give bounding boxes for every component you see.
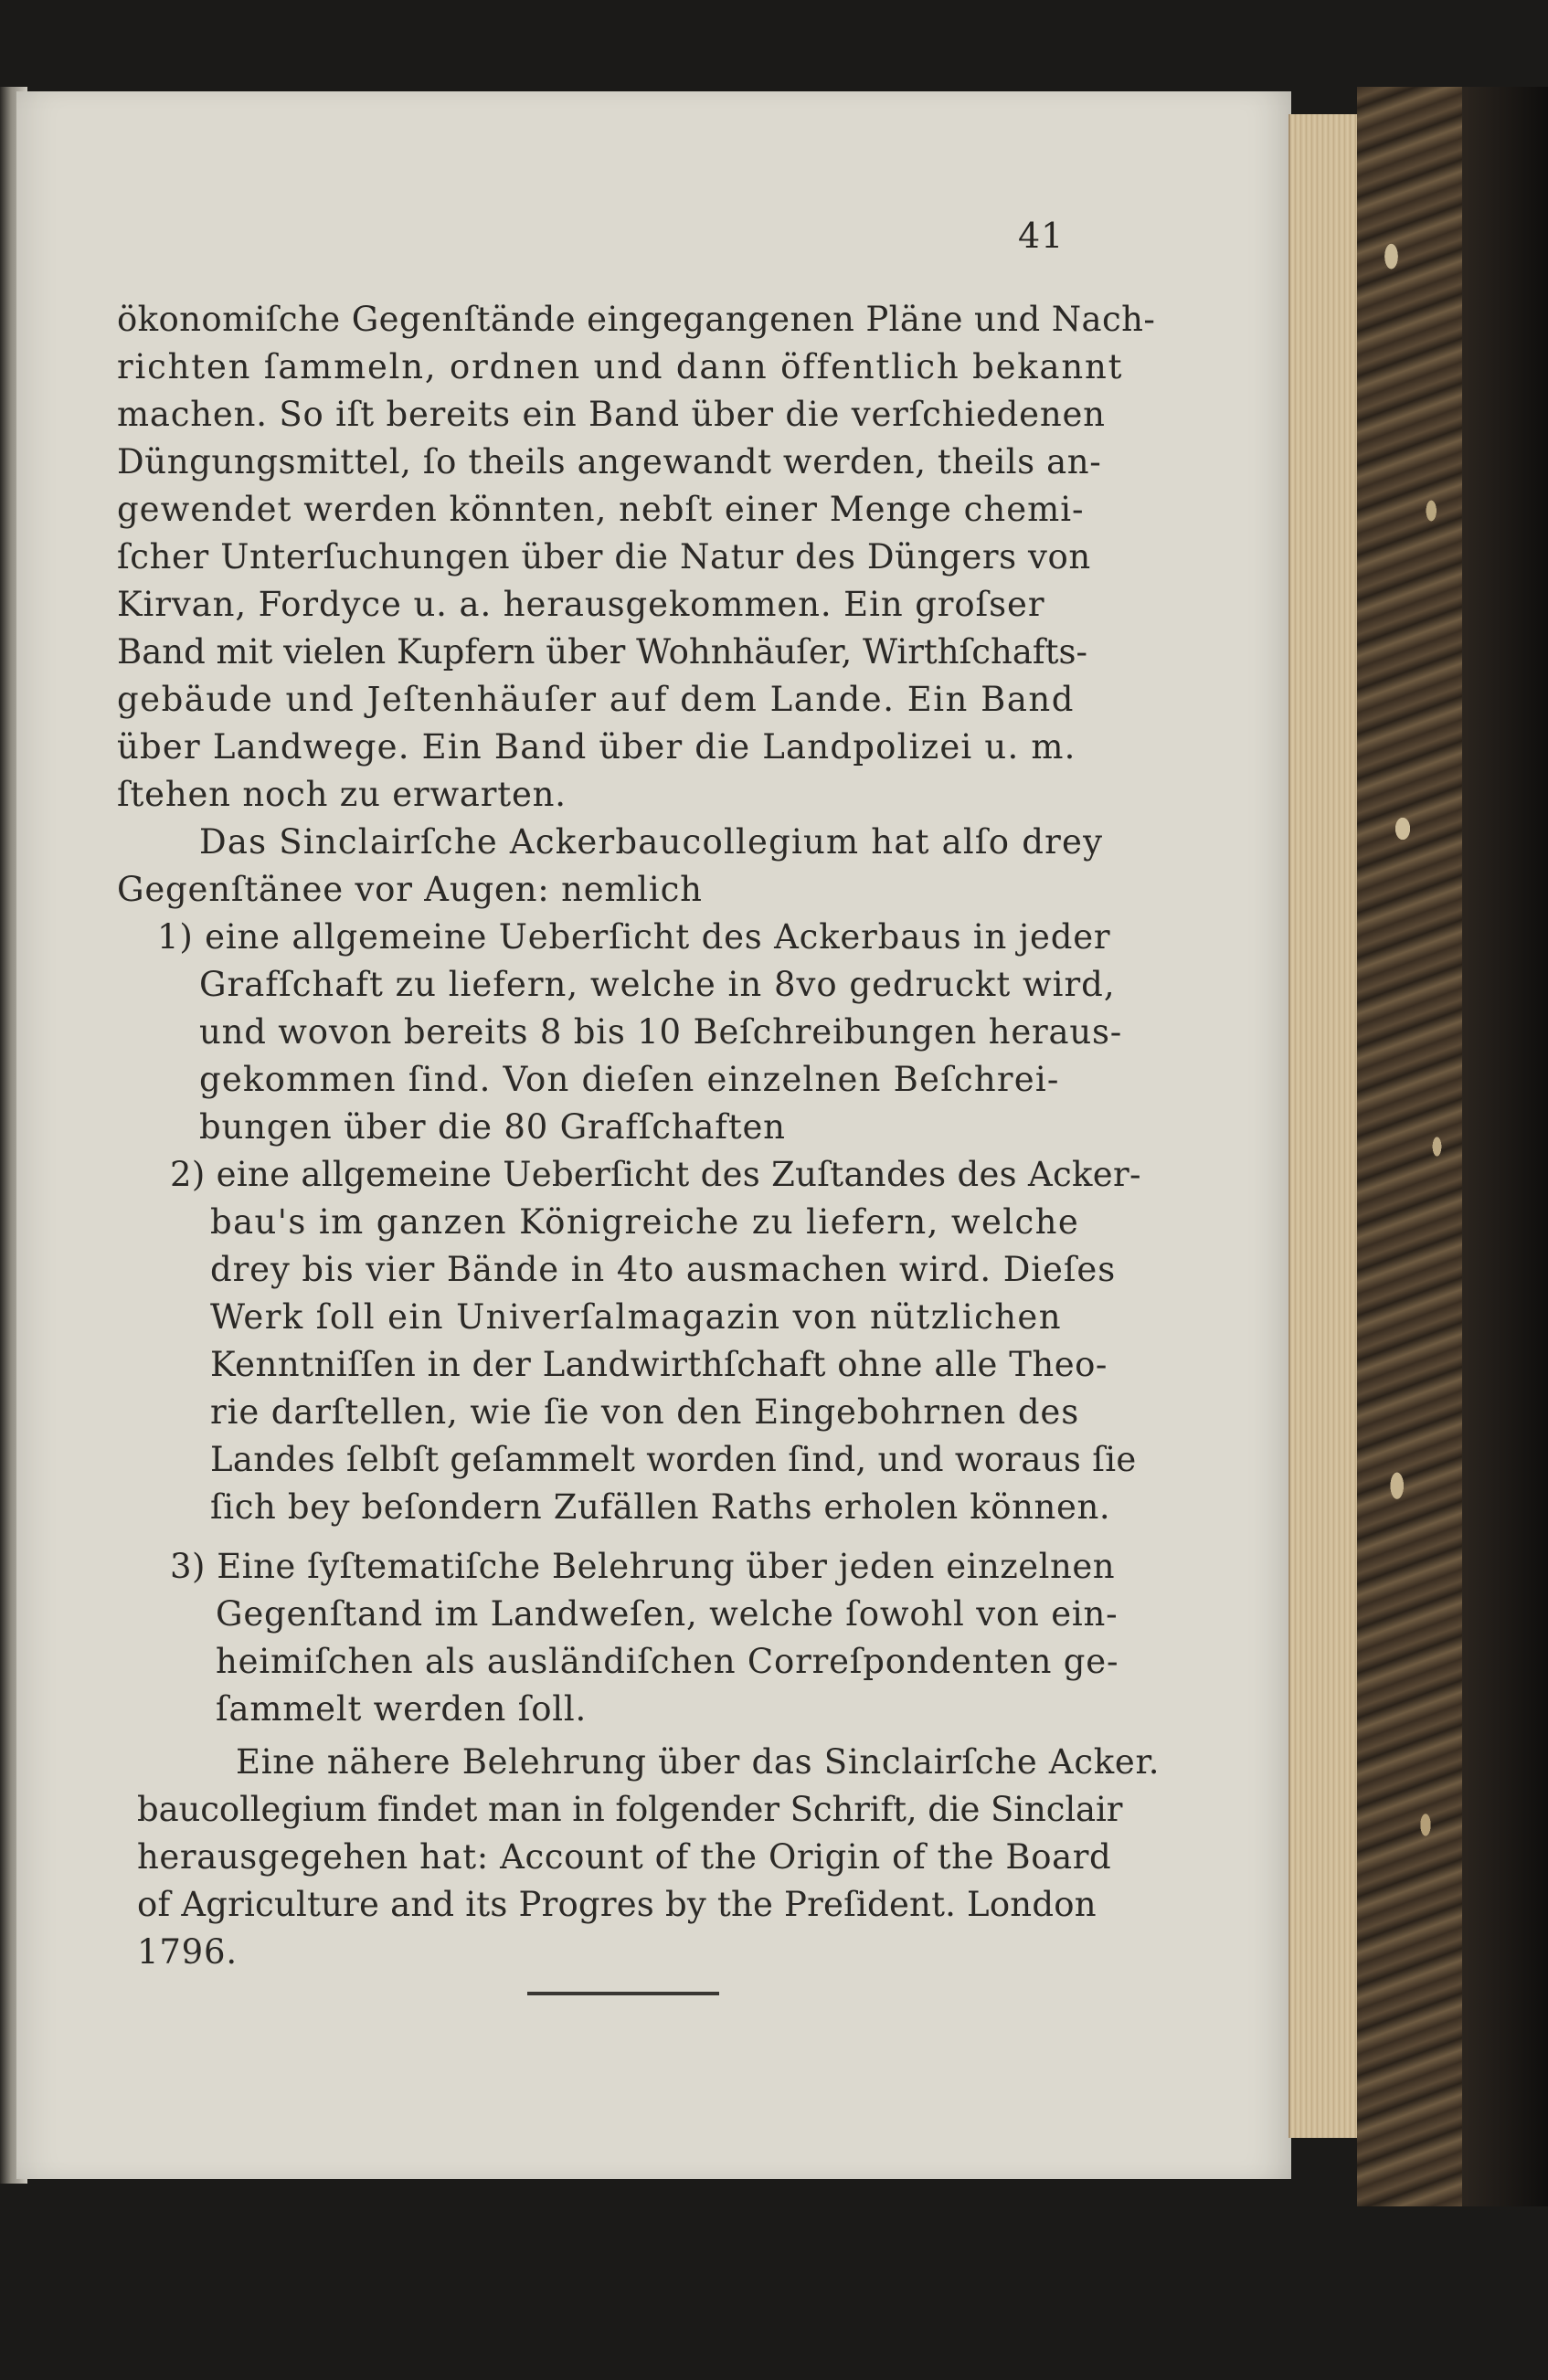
- text-line: Kenntniſſen in der Landwirthſchaft ohne alle Theo-: [210, 1345, 1108, 1384]
- text-line: baucollegium findet man in folgender Schrift, die Sinclair: [137, 1790, 1123, 1829]
- text-line: Werk ſoll ein Univerſalmagazin von nützlichen: [210, 1297, 1062, 1337]
- text-line: 1796.: [137, 1932, 238, 1972]
- text-line: of Agriculture and its Progres by the Preſident. London: [137, 1885, 1097, 1924]
- text-line: richten ſammeln, ordnen und dann öffentlich bekannt: [117, 347, 1124, 386]
- marbled-cover-edge: [1357, 87, 1471, 2206]
- text-line: Band mit vielen Kupfern über Wohnhäuſer, Wirthſchafts-: [117, 632, 1087, 672]
- list-item-1: 1) eine allgemeine Ueberſicht des Ackerbaus in jeder: [157, 917, 1111, 957]
- text-line: Landes ſelbſt geſammelt worden ſind, und woraus ſie: [210, 1440, 1137, 1479]
- cover-shadow: [1462, 87, 1548, 2206]
- text-line: gekommen ſind. Von dieſen einzelnen Beſchrei-: [199, 1060, 1060, 1099]
- list-item-3: 3) Eine ſyſtematiſche Belehrung über jeden einzelnen: [170, 1547, 1116, 1586]
- text-line: herausgegehen hat: Account of the Origin of the Board: [137, 1837, 1112, 1877]
- text-line: Düngungsmittel, ſo theils angewandt werden, theils an-: [117, 442, 1102, 481]
- text-line: und wovon bereits 8 bis 10 Beſchreibungen heraus-: [199, 1012, 1123, 1052]
- text-line: Das Sinclairſche Ackerbaucollegium hat alſo drey: [199, 822, 1104, 862]
- text-line: über Landwege. Ein Band über die Landpolizei u. m.: [117, 727, 1076, 767]
- text-line: Eine nähere Belehrung über das Sinclairſche Acker.: [236, 1742, 1161, 1782]
- text-line: Grafſchaft zu liefern, welche in 8vo gedruckt wird,: [199, 965, 1116, 1004]
- page-fore-edge: [1288, 114, 1359, 2138]
- text-line: ſammelt werden ſoll.: [216, 1689, 588, 1729]
- text-line: ſich bey beſondern Zufällen Raths erholen können.: [210, 1487, 1111, 1527]
- text-line: ökonomiſche Gegenſtände eingegangenen Pläne und Nach-: [117, 300, 1156, 339]
- text-line: Gegenſtand im Landweſen, welche ſowohl von ein-: [216, 1594, 1119, 1634]
- text-line: bungen über die 80 Grafſchaften: [199, 1107, 786, 1147]
- text-line: gebäude und Jeſtenhäuſer auf dem Lande. Ein Band: [117, 680, 1075, 719]
- list-item-2: 2) eine allgemeine Ueberſicht des Zuſtandes des Acker-: [170, 1155, 1141, 1194]
- text-line: heimiſchen als ausländiſchen Correſpondenten ge-: [216, 1642, 1119, 1681]
- section-divider: [527, 1992, 719, 1995]
- text-line: ſtehen noch zu erwarten.: [117, 775, 567, 814]
- text-line: Gegenſtänee vor Augen: nemlich: [117, 870, 703, 909]
- text-line: machen. So iſt bereits ein Band über die verſchiedenen: [117, 395, 1106, 434]
- text-line: ſcher Unterſuchungen über die Natur des Düngers von: [117, 537, 1091, 576]
- page-number: 41: [1018, 216, 1065, 256]
- text-line: gewendet werden könnten, nebſt einer Menge chemi-: [117, 490, 1085, 529]
- text-line: drey bis vier Bände in 4to ausmachen wird. Dieſes: [210, 1250, 1117, 1289]
- text-line: bau's im ganzen Königreiche zu liefern, welche: [210, 1202, 1080, 1242]
- text-line: rie darſtellen, wie ſie von den Eingebohrnen des: [210, 1392, 1080, 1432]
- text-line: Kirvan, Fordyce u. a. herausgekommen. Ein groſser: [117, 585, 1045, 624]
